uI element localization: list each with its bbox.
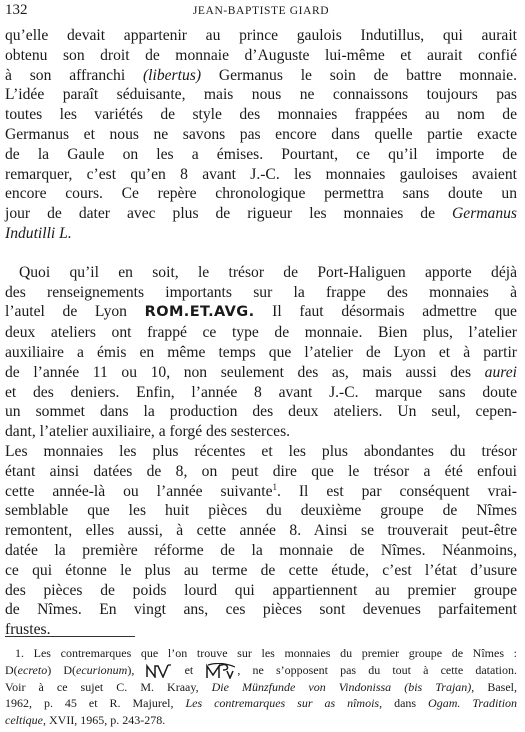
countermark-imp-icon [205, 663, 237, 679]
text-line: de Nîmes. En vingt ans, ces pièces sont devenues parfaitement [5, 601, 517, 619]
countermark-nv-icon [146, 664, 172, 678]
body-text [5, 26, 517, 640]
footnote-line: Voir à ce sujet C. M. Kraay, Die Münzfunde von Vindonissa (bis Trajan), Basel, [5, 679, 518, 694]
latin-term: aurei [484, 363, 517, 381]
text-line: dant, l’atelier auxiliaire, a forgé des sesterces. [5, 423, 291, 441]
text-line: et des deniers. Enfin, l’année 8 avant J.-C. marque sans doute [5, 383, 517, 401]
text-line: étant ainsi datées de 8, on peut dire que le trésor a été enfoui [5, 462, 517, 480]
text-line: cette année-là ou l’année suivante$^1$. Il est par conséquent vrai- [5, 481, 518, 500]
paragraph-1 [5, 26, 517, 244]
footnote-rule [5, 636, 135, 637]
latin-term: (libertus) [142, 66, 202, 84]
text-line: jour de dater avec plus de rigueur les monnaies de Germanus [5, 205, 517, 223]
text-line: Les monnaies les plus récentes et les plus abondantes du trésor [5, 442, 517, 460]
text-line: Germanus et nous ne savons pas encore dans quelle partie exacte [5, 125, 517, 143]
text-line: des pièces de poids lourd qui appartiennent au premier groupe [5, 581, 517, 599]
footnote-line: D(ecreto) D(ecurionum), et , ne s’opposent pas du tout à cette datation. [5, 662, 517, 679]
running-head: JEAN-BAPTISTE GIARD [192, 5, 330, 17]
footnote-line: celtique, XVII, 1965, p. 243-278. [5, 713, 166, 728]
text-line: l’autel de Lyon ROM.ET.AVG. Il faut désormais admettre que [5, 303, 517, 321]
journal-title: celtique [5, 713, 43, 728]
journal-title: Ogam. Tradition [428, 696, 518, 711]
page-header [5, 2, 517, 24]
text-line: de l’année 11 ou 10, non seulement des as, mais aussi des aurei [5, 363, 517, 381]
text-line [5, 224, 517, 244]
text-line: toutes les variétés de style des monnaies frappées au nom de [5, 106, 517, 124]
citation-title: Les contremarques sur as nîmois [185, 696, 380, 711]
text-line: de la Gaule on les a émises. Pourtant, ce qu’il importe de [5, 145, 517, 163]
text-line: qu’elle devait appartenir au prince gaulois Indutillus, qui aurait [5, 27, 517, 44]
text-line: remontent, elles aussi, à cette année 8. Ainsi se trouverait peut-être [5, 522, 517, 540]
text-line: L’idée paraît séduisante, mais nous ne connaissons toujours pas [5, 86, 517, 104]
text-line: à son affranchi (libertus) Germanus le soin de battre monnaie. [5, 66, 517, 84]
page-number: 132 [5, 2, 28, 18]
text-line: obtenu son droit de monnaie d’Auguste lui-même et aurait confié [5, 46, 517, 64]
text-line: encore cours. Ce repère chronologique permettra sans doute un [5, 185, 517, 203]
text-line: des renseignements importants sur la frappe des monnaies à [5, 283, 517, 301]
footnote-line: 1. Les contremarques que l’on trouve sur les monnaies du premier groupe de Nîmes : [15, 646, 517, 660]
footnote-marker[interactable]: 1 [272, 481, 277, 492]
text-line: auxiliaire a émis en même temps que l’atelier de Lyon et à partir [5, 343, 517, 361]
text-line: frustes. [5, 621, 51, 639]
text-line: semblable que les huit pièces du deuxième groupe de Nîmes [5, 502, 517, 520]
text-line: Quoi qu’il en soit, le trésor de Port-Haliguen apporte déjà [19, 263, 517, 281]
text-line: un sommet dans la production des deux ateliers. Un seul, cepen- [5, 403, 517, 421]
text-line: deux ateliers ont frappé ce type de monnaie. Bien plus, l’atelier [5, 324, 517, 342]
footnote [5, 645, 517, 729]
text-line: ce qui étonne le plus au terme de cette étude, c’est l’état d’usure [5, 561, 517, 579]
footnote-line: 1962, p. 45 et R. Majurel, Les contremarques sur as nîmois, dans Ogam. Tradition [5, 696, 518, 711]
text-line: datée la première réforme de la monnaie de Nîmes. Néanmoins, [5, 541, 517, 559]
paragraph-2 [5, 263, 517, 442]
citation-title: Die Münzfunde von Vindonissa (bis Trajan) [211, 679, 472, 694]
paragraph-3 [5, 442, 517, 640]
coin-legend: Indutilli L. [5, 224, 72, 242]
text-line: remarquer, c’est qu’en 8 avant J.-C. les monnaies gauloises avaient [5, 165, 517, 183]
coin-legend: Germanus [452, 205, 517, 223]
coin-inscription: ROM.ET.AVG. [144, 304, 255, 321]
